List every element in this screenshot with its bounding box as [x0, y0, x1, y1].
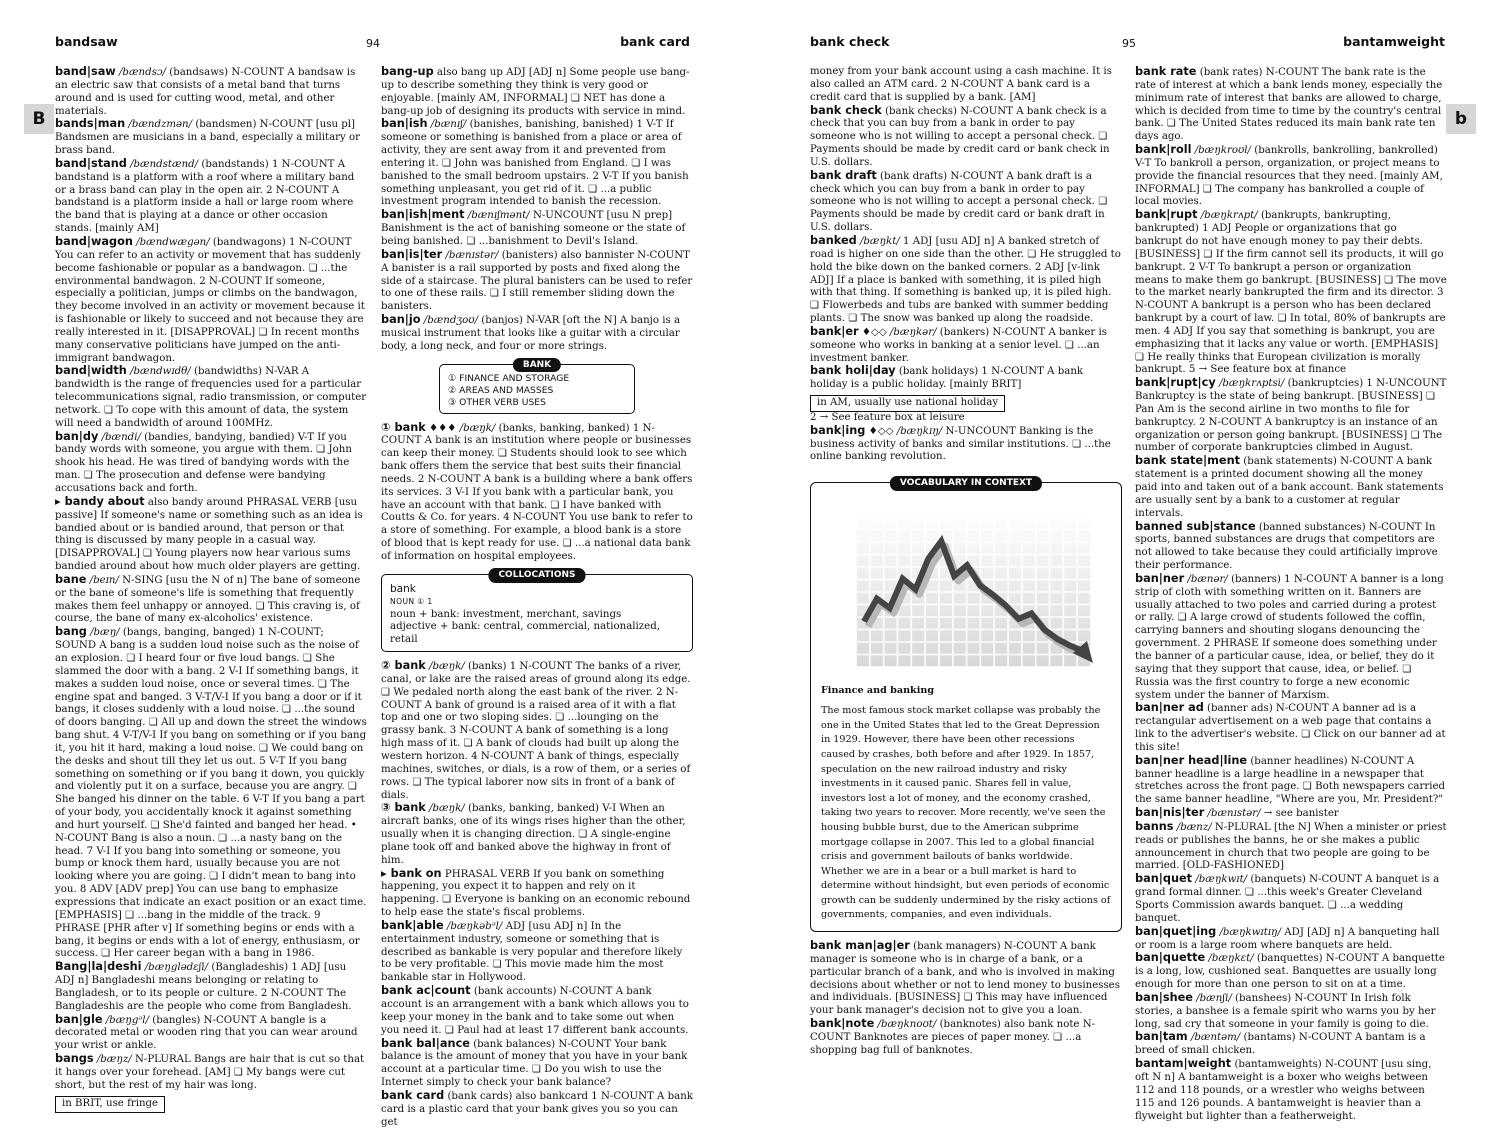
dictionary-entry [381, 868, 693, 920]
entry-definition: (banks) 1 N-COUNT The banks of a river, canal, or lake are the raised areas of ground along its edge. ❏ We pedaled north along the east bank of the river. 2 N-COUNT A bank of ground is a raised area of it with a flat top and one or two sloping sides. ❏ ...lounging on the grassy bank. 3 N-COUNT A bank of something is a long high mass of it. ❏ A bank of clouds had built up along the western horizon. 4 N-COUNT A bank of things, especially machines, switches, or dials, is a row of them, or a series of rows. ❏ The typical laborer now sits in front of a bank of dials. [381, 661, 691, 800]
entry-headword[interactable]: ban|jo [381, 313, 421, 326]
entry-headword[interactable]: bank|ing [810, 424, 865, 437]
dictionary-entry [55, 626, 367, 961]
entry-definition: (banknotes) also bank note N-COUNT Banknotes are pieces of paper money. ❏ ...a shopping bag full of banknotes. [810, 1019, 1095, 1056]
entry-definition: (bankers) N-COUNT A banker is someone who works in banking at a senior level. ❏ ...an investment banker. [810, 327, 1107, 364]
collocations-title: COLLOCATIONS [488, 568, 585, 583]
entry-headword[interactable]: ban|quet|ing [1135, 925, 1216, 938]
entry-definition: (bank balances) N-COUNT Your bank balance is the amount of money that you have in your bank account at a particular time. ❏ Do you wish to use the Internet simply to check your bank balance? [381, 1039, 687, 1089]
dictionary-entry [381, 985, 693, 1037]
entry-headword[interactable]: bantam|weight [1135, 1057, 1231, 1070]
dictionary-entry [1135, 209, 1447, 377]
entry-definition: (bank drafts) N-COUNT A bank draft is a check which you can buy from a bank in order to pay someone who is not willing to accept a personal check. ❏ Payments should be made by credit card or bank draft in U.S. dollars. [810, 171, 1107, 233]
entry-definition: (bank rates) N-COUNT The bank rate is the rate of interest at which a bank lends money, especially the minimum rate of interest that banks are allowed to charge, which is decided from time to time by the country's central bank. ❏ The United States reduced its main bank rate ten days ago. [1135, 67, 1442, 142]
entry-definition: (bank holidays) 1 N-COUNT A bank holiday is a public holiday. [mainly BRIT] [810, 366, 1083, 390]
dictionary-entry [381, 118, 693, 209]
entry-pronunciation: ♦◇◇ /bæŋkər/ [862, 327, 937, 338]
entry-pronunciation: /bæŋkrʌptsi/ [1219, 378, 1284, 389]
collocations-line: noun + bank: investment, merchant, savings [390, 609, 684, 622]
entry-definition: also bandy around PHRASAL VERB [usu passive] If someone's name or something such as an idea is bandied about or is bandied around, that person or that thing is discussed by many people in a casual way. [DISAPPROVAL] ❏ Young players now hear various sums bandied around about how much older players are getting. [55, 497, 363, 572]
dictionary-entry [1135, 702, 1447, 754]
dictionary-entry [1135, 455, 1447, 520]
entry-headword[interactable]: ban|ner ad [1135, 701, 1204, 714]
usage-note: in AM, usually use national holiday [810, 395, 1005, 412]
dictionary-entry [1135, 144, 1447, 209]
entry-headword[interactable]: band|wagon [55, 235, 133, 248]
entry-headword[interactable]: bank state|ment [1135, 454, 1240, 467]
entry-definition: (banner ads) N-COUNT A banner ad is a rectangular advertisement on a web page that contains a link to the advertiser's website. ❏ Click on our banner ad at this site! [1135, 703, 1446, 753]
dictionary-entry [381, 66, 693, 118]
vocabulary-title: VOCABULARY IN CONTEXT [890, 476, 1042, 491]
entry-headword[interactable]: band|width [55, 364, 127, 377]
entry-definition: (bantams) N-COUNT A bantam is a breed of small chicken. [1135, 1032, 1426, 1056]
entry-pronunciation: /bæŋkwɪt/ [1195, 874, 1247, 885]
dictionary-entry [1135, 821, 1447, 873]
entry-pronunciation: /bæŋk/ [429, 803, 465, 814]
dictionary-entry [1135, 992, 1447, 1032]
dictionary-entry [55, 365, 367, 430]
collocations-box [381, 574, 693, 652]
entry-pronunciation: /bændʒoʊ/ [424, 315, 478, 326]
entry-pronunciation: /bæŋ/ [90, 627, 120, 638]
dictionary-entry [1135, 1058, 1447, 1123]
entry-definition: also bang up ADJ [ADJ n] Some people use bang-up to describe something they think is very good or enjoyable. [mainly AM, INFORMAL] ❏ NET has done a bang-up job of designing its products with service in mind. [381, 67, 689, 117]
entry-definition: (bandies, bandying, bandied) V-T If you bandy words with someone, you argue with them. ❏ John shook his head. He was tired of bandying words with the man. ❏ The prosecution and defense were bandying accusations back and forth. [55, 432, 352, 494]
entry-headword[interactable]: banns [1135, 820, 1174, 833]
entry-headword[interactable]: ban|gle [55, 1013, 103, 1026]
dictionary-entry [55, 496, 367, 574]
column-1 [55, 66, 367, 1113]
entry-headword[interactable]: ban|tam [1135, 1030, 1188, 1043]
dictionary-entry [381, 1038, 693, 1090]
entry-definition: (bankrupts, bankrupting, bankrupted) 1 ADJ People or organizations that go bankrupt do not have enough money to pay their debts. [BUSINESS] ❏ If the firm cannot sell its products, it will go bankrupt. 2 V-T To bankrupt a person or organization means to make them go bankrupt. [BUSINESS] ❏ The move to the market nearly bankrupted the firm and its director. 3 N-COUNT A bankrupt is a person who has been declared bankrupt by a court of law. ❏ In total, 80% of bankrupts are men. 4 ADJ If you say that something is bankrupt, you are emphasizing that it lacks any value or worth. [EMPHASIS] ❏ He really thinks that European civilization is morally bankrupt. 5 → See feature box at finance [1135, 210, 1447, 375]
dictionary-entry [55, 1014, 367, 1054]
column-2 [381, 66, 693, 1129]
entry-pronunciation: /bæŋk/ [429, 661, 465, 672]
entry-definition: N-PLURAL Bangs are hair that is cut so that it hangs over your forehead. [AM] ❏ My bangs were cut short, but the rest of my hair was long. [55, 1054, 364, 1091]
usage-note: in BRIT, use fringe [55, 1096, 165, 1113]
entry-headword[interactable]: bang-up [381, 65, 434, 78]
entry-definition: (banjos) N-VAR [oft the N] A banjo is a musical instrument that looks like a guitar with a circular body, a long neck, and four or more strings. [381, 315, 680, 352]
entry-headword[interactable]: ② bank [381, 659, 426, 672]
entry-pronunciation: /bæŋkrʌpt/ [1201, 210, 1258, 221]
dictionary-entry [55, 431, 367, 496]
bank-sense-item[interactable]: ② AREAS AND MASSES [448, 385, 626, 397]
entry-definition: (Bangladeshis) 1 ADJ [usu ADJ n] Bangladeshi means belonging or relating to Bangladesh, or to its people or culture. 2 N-COUNT The Bangladeshis are the people who come from Bangladesh. [55, 962, 352, 1012]
dictionary-entry [55, 961, 367, 1013]
entry-headword[interactable]: ▸ bandy about [55, 495, 145, 508]
entry-pronunciation: /bænɪstər/ [1208, 808, 1261, 819]
entry-headword[interactable]: ban|ish|ment [381, 208, 465, 221]
entry-definition: (bantamweights) N-COUNT [usu sing, oft N n] A bantamweight is a boxer who weighs between 112 and 118 pounds, or a wrestler who weighs between 115 and 126 pounds. A bantamweight is heavier than a flyweight but lighter than a featherweight. [1135, 1059, 1431, 1121]
dictionary-entry [55, 118, 367, 158]
entry-headword[interactable]: bands|man [55, 117, 125, 130]
bank-sense-item[interactable]: ① FINANCE AND STORAGE [448, 373, 626, 385]
vocabulary-in-context-box [810, 482, 1122, 932]
entry-definition: (bank accounts) N-COUNT A bank account is an arrangement with a bank which allows you to keep your money in the bank and to take some out when you need it. ❏ Paul had at least 17 different bank accounts. [381, 986, 689, 1036]
entry-pronunciation: /bæŋglədɛʃi/ [145, 962, 208, 973]
entry-pronunciation: /bændzmən/ [128, 119, 192, 130]
dictionary-entry [381, 422, 693, 564]
entry-pronunciation: /bæŋkəbᵊl/ [447, 921, 502, 932]
dictionary-entry [381, 249, 693, 314]
dictionary-entry [810, 1018, 1122, 1058]
entry-definition: PHRASAL VERB If you bank on something happening, you expect it to happen and rely on it happening. ❏ Everyone is banking on an economic rebound to help ease the state's fiscal problems. [381, 869, 690, 919]
dictionary-entry [1135, 926, 1447, 953]
left-guide-word-start: bandsaw [55, 34, 118, 49]
dictionary-entry [1135, 873, 1447, 925]
entry-definition: money from your bank account using a cash machine. It is also called an ATM card. 2 N-COUNT A bank card is a credit card that is supplied by a bank. [AM] [810, 66, 1112, 103]
entry-headword[interactable]: bank card [381, 1089, 444, 1102]
entry-definition: (banks, banking, banked) V-I When an aircraft banks, one of its wings rises higher than the other, usually when it is changing direction. ❏ A single-engine plane took off and banked above the highway in front of him. [381, 803, 686, 865]
dictionary-entry [810, 66, 1122, 105]
left-page-number: 94 [366, 37, 380, 50]
entry-definition: (bank checks) N-COUNT A bank check is a check that you can buy from a bank in order to pay someone who is not willing to accept a personal check. ❏ Payments should be made by credit card or bank check in U.S. dollars. [810, 106, 1110, 168]
entry-definition: (bank managers) N-COUNT A bank manager is someone who is in charge of a bank, or a particular branch of a bank, and who is involved in making decisions about whether or not to lend money to businesses and individuals. [BUSINESS] ❏ This may have influenced your bank manager's decision not to give you a loan. [810, 941, 1120, 1016]
dictionary-entry [810, 940, 1122, 1018]
dictionary-entry [1135, 521, 1447, 573]
entry-headword[interactable]: ban|shee [1135, 991, 1193, 1004]
collocations-word: bank [390, 583, 684, 596]
vocabulary-text: The most famous stock market collapse was probably the one in the United States that led to the Great Depression in 1929. However, there have been other recessions caused by crashes, both before and after 1929. In 1857, speculation on the new railroad industry and risky investments in it caused panic. Shares fell in value, investors lost a lot of money, and the economy crashed, taking two years to recover. More recently, we've seen the housing bubble burst, due to the American subprime mortgage collapse in 2007. This led to a global financial crisis and government bailouts of banks worldwide. Whether we are in a bear or a bull market is hard to determine without hindsight, but even periods of economic growth can be suddenly undermined by the risky actions of governments, companies, and even individuals. [821, 704, 1111, 923]
entry-definition: (bankrolls, bankrolling, bankrolled) V-T To bankroll a person, organization, or project means to provide the financial resources that they need. [mainly AM, INFORMAL] ❏ The company has bankrolled a couple of local movies. [1135, 145, 1443, 207]
entry-pronunciation: /bænɪʃ/ [431, 119, 467, 130]
right-guide-word-end: bantamweight [1343, 34, 1445, 49]
entry-definition: (banners) 1 N-COUNT A banner is a long strip of cloth with something written on it. Banners are usually attached to two poles and carried during a protest or rally. ❏ A large crowd of students followed the coffin, carrying banners and shouting slogans denouncing the government. 2 PHRASE If someone does something under the banner of a particular cause, idea, or belief, they do it saying that they support that cause, idea, or belief. ❏ Russia was the first country to forge a new economic system under the banner of Marxism. [1135, 574, 1444, 701]
entry-definition: (bandsaws) N-COUNT A bandsaw is an electric saw that consists of a metal band that turns around and is used for cutting wood, metal, and other materials. [55, 67, 355, 117]
entry-pronunciation: /bændi/ [102, 432, 141, 443]
entry-pronunciation: /bænɪʃmənt/ [468, 210, 530, 221]
dictionary-entry [1135, 807, 1447, 821]
left-guide-word-end: bank card [620, 34, 690, 49]
entry-pronunciation: /bæŋkɛt/ [1208, 953, 1253, 964]
entry-headword[interactable]: bang [55, 625, 87, 638]
dictionary-entry [810, 170, 1122, 235]
bank-senses-title: BANK [513, 358, 561, 373]
dictionary-entry [55, 236, 367, 365]
entry-headword[interactable]: ban|nis|ter [1135, 806, 1204, 819]
entry-pronunciation: ♦♦♦ /bæŋk/ [429, 423, 495, 434]
dictionary-entry [810, 326, 1122, 366]
entry-headword[interactable]: ▸ bank on [381, 867, 442, 880]
entry-headword[interactable]: ban|ner head|line [1135, 754, 1247, 767]
entry-headword[interactable]: band|saw [55, 65, 116, 78]
entry-headword[interactable]: bank|er [810, 325, 859, 338]
entry-definition: (banishes, banishing, banished) 1 V-T If someone or something is banished from a place or area of activity, they are sent away from it and prevented from entering it. ❏ John was banished from England. ❏ I was banished to the small bedroom upstairs. 2 V-T If you banish something unpleasant, you get rid of it. ❏ ...a public investment program intended to banish the recession. [381, 119, 689, 207]
entry-headword[interactable]: bank ac|count [381, 984, 471, 997]
entry-definition: (bankruptcies) 1 N-UNCOUNT Bankruptcy is the state of being bankrupt. [BUSINESS] ❏ Pan Am is the second airline in two months to file for bankruptcy. 2 N-COUNT A bankruptcy is an instance of an organization or person going bankrupt. [BUSINESS] ❏ The number of corporate bankruptcies climbed in August. [1135, 378, 1446, 453]
entry-headword[interactable]: ban|is|ter [381, 248, 442, 261]
entry-definition: N-UNCOUNT Banking is the business activity of banks and similar institutions. ❏ ...the online banking revolution. [810, 426, 1111, 463]
entry-definition: (banks, banking, banked) 1 N-COUNT A bank is an institution where people or businesses can keep their money. ❏ Students should look to see which bank offers them the service that best suits their financial needs. 2 N-COUNT A bank is a building where a bank offers its services. 3 V-I If you bank with a particular bank, you have an account with that bank. ❏ I have banked with Coutts & Co. for years. 4 N-COUNT You use bank to refer to a store of something. For example, a blood bank is a store of blood that is kept ready for use. ❏ ...a national data bank of information on hospital employees. [381, 423, 693, 562]
entry-headword[interactable]: bangs [55, 1052, 94, 1065]
dictionary-entry [1135, 573, 1447, 702]
dictionary-entry [55, 66, 367, 118]
dictionary-entry [381, 209, 693, 249]
entry-pronunciation: /bæŋkroʊl/ [1195, 145, 1251, 156]
stock-chart-svg [831, 507, 1101, 677]
entry-headword[interactable]: ban|ish [381, 117, 428, 130]
entry-definition: (banner headlines) N-COUNT A banner headline is a large headline in a newspaper that stretches across the front page. ❏ Both newspapers carried the same banner headline, "Where are you, Mr. President?" [1135, 756, 1445, 806]
entry-headword[interactable]: bank holi|day [810, 364, 896, 377]
entry-definition: (bandwagons) 1 N-COUNT You can refer to an activity or movement that has suddenly become fashionable or popular as a bandwagon. ❏ ...the environmental bandwagon. 2 N-COUNT If someone, especially a politician, jumps or climbs on the bandwagon, they become involved in an activity or movement because it is fashionable or likely to succeed and not because they are really interested in it. [DISAPPROVAL] ❏ In recent months many conservative politicians have jumped on the anti-immigrant bandwagon. [55, 237, 365, 364]
entry-headword[interactable]: ban|quet [1135, 872, 1192, 885]
dictionary-entry [55, 158, 367, 236]
entry-pronunciation: ♦◇◇ /bæŋkɪŋ/ [869, 426, 943, 437]
entry-definition: 2 → See feature box at leisure [810, 412, 965, 423]
entry-pronunciation: /bændstænd/ [130, 159, 198, 170]
collocations-sense: NOUN ① 1 [390, 596, 684, 609]
left-page [0, 0, 750, 1088]
entry-headword[interactable]: ban|ner [1135, 572, 1184, 585]
entry-headword[interactable]: bank rate [1135, 65, 1196, 78]
entry-headword[interactable]: bank bal|ance [381, 1037, 470, 1050]
right-page-number: 95 [1122, 37, 1136, 50]
entry-pronunciation: /beɪn/ [90, 575, 119, 586]
entry-headword[interactable]: bank|rupt [1135, 208, 1198, 221]
entry-headword[interactable]: Bang|la|deshi [55, 960, 142, 973]
dictionary-entry [810, 235, 1122, 326]
entry-headword[interactable]: bank|able [381, 919, 444, 932]
entry-pronunciation: /bæŋz/ [97, 1054, 132, 1065]
entry-definition: (bandwidths) N-VAR A bandwidth is the range of frequencies used for a particular telecommunications signal, radio transmission, or computer network. ❏ To cope with this amount of data, the system will need a bandwidth of around 100MHz. [55, 366, 366, 428]
entry-definition: N-PLURAL [the N] When a minister or priest reads or publishes the banns, he or she makes a public announcement in church that two people are going to be married. [OLD-FASHIONED] [1135, 822, 1447, 872]
entry-definition: N-UNCOUNT [usu N prep] Banishment is the act of banishing someone or the state of being banished. ❏ ...banishment to Devil's Island. [381, 210, 685, 247]
entry-headword[interactable]: bank man|ag|er [810, 939, 910, 952]
dictionary-entry [1135, 66, 1447, 144]
entry-pronunciation: /bænər/ [1187, 574, 1227, 585]
dictionary-entry [381, 1090, 693, 1129]
entry-definition: (bandsmen) N-COUNT [usu pl] Bandsmen are musicians in a band, especially a military or brass band. [55, 119, 360, 156]
entry-headword[interactable]: bank draft [810, 169, 877, 182]
column-3 [810, 66, 1122, 1058]
thumb-tab-left[interactable]: B [24, 104, 54, 134]
entry-headword[interactable]: ban|dy [55, 430, 98, 443]
dictionary-entry [1135, 755, 1447, 807]
entry-headword[interactable]: band|stand [55, 157, 127, 170]
entry-definition: N-SING [usu the N of n] The bane of someone or the bane of someone's life is something that frequently makes them feel unhappy or annoyed. ❏ This craving is, of course, the bane of many ex-alcoholics' existence. [55, 575, 360, 625]
entry-headword[interactable]: bank|roll [1135, 143, 1191, 156]
entry-pronunciation: /bændwɪdθ/ [130, 366, 191, 377]
entry-definition: (banquettes) N-COUNT A banquette is a long, low, cushioned seat. Banquettes are usually long enough for more than one person to sit on at a time. [1135, 953, 1445, 990]
entry-pronunciation: /bæŋkt/ [860, 236, 900, 247]
entry-pronunciation: /bænɪstər/ [445, 250, 498, 261]
dictionary-entry [810, 425, 1122, 465]
entry-definition: (bangles) N-COUNT A bangle is a decorated metal or wooden ring that you can wear around your wrist or ankle. [55, 1015, 358, 1052]
entry-headword[interactable]: bank|note [810, 1017, 874, 1030]
entry-headword[interactable]: ban|quette [1135, 951, 1205, 964]
entry-definition: (bandstands) 1 N-COUNT A bandstand is a platform with a roof where a military band or a brass band can play in the open air. 2 N-COUNT A bandstand is a platform inside a hall or large room where the band that is playing at a dance or other occasion stands. [mainly AM] [55, 159, 354, 234]
entry-pronunciation: /bæŋkwɪtɪŋ/ [1219, 927, 1281, 938]
collocations-line: adjective + bank: central, commercial, nationalized, retail [390, 621, 684, 647]
dictionary-entry [381, 802, 693, 867]
dictionary-entry [381, 920, 693, 985]
entry-definition: (bank statements) N-COUNT A bank statement is a printed document showing all the money paid into and taken out of a bank account. Bank statements are usually sent by a bank to a customer at regular intervals. [1135, 456, 1443, 518]
dictionary-entry [1135, 377, 1447, 455]
entry-definition: 1 ADJ [usu ADJ n] A banked stretch of road is higher on one side than the other. ❏ He struggled to hold the bike down on the banked corners. 2 ADJ [v-link ADJ] If a place is banked with something, it is piled high with that thing. If something is banked up, it is piled high. ❏ Flowerbeds and tubs are banked with summer bedding plants. ❏ The snow was banked up along the roadside. [810, 236, 1121, 324]
bank-sense-item[interactable]: ③ OTHER VERB USES [448, 397, 626, 409]
dictionary-entry [381, 314, 693, 354]
vocabulary-heading: Finance and banking [821, 685, 1111, 698]
entry-headword[interactable]: banked [810, 234, 857, 247]
entry-definition: (banquets) N-COUNT A banquet is a grand formal dinner. ❏ ...this week's Greater Cleveland Sports Commission awards banquet. ❏ ...a wedding banquet. [1135, 874, 1439, 924]
entry-definition: ADJ [ADJ n] A banqueting hall or room is a large room where banquets are held. [1135, 927, 1439, 951]
right-page [750, 0, 1500, 1088]
bank-senses-box [439, 364, 635, 414]
entry-definition: (banisters) also bannister N-COUNT A banister is a rail supported by posts and fixed along the side of a staircase. The plural banisters can be used to refer to one of these rails. ❏ I still remember sliding down the banisters. [381, 250, 692, 312]
dictionary-entry [1135, 1031, 1447, 1058]
entry-pronunciation: /bænʃi/ [1196, 993, 1232, 1004]
entry-definition: (bangs, banging, banged) 1 N-COUNT; SOUND A bang is a sudden loud noise such as the noise of an explosion. ❏ I heard four or five loud bangs. ❏ She slammed the door with a bang. 2 V-I If something bangs, it makes a sudden loud noise, once or several times. ❏ The engine spat and banged. 3 V-T/V-I If you bang a door or if it bangs, it closes suddenly with a loud noise. ❏ ...the sound of doors banging. ❏ All up and down the street the windows bang shut. 4 V-T/V-I If you bang on something or if you bang it, you hit it hard, making a loud noise. ❏ We could bang on the desks and shout till they let us out. 5 V-T If you bang something on something or if you bang it down, you quickly and violently put it on a surface, because you are angry. ❏ She banged his dinner on the table. 6 V-T If you bang a part of your body, you accidentally knock it against something and hurt yourself. ❏ She'd fainted and banged her head. • N-COUNT Bang is also a noun. ❏ ...a nasty bang on the head. 7 V-I If you bang into something or someone, you bump or knock them hard, usually because you are not looking where you are going. ❏ I didn't mean to bang into you. 8 ADV [ADV prep] You can use bang to emphasize expressions that indicate an exact position or an exact time. [EMPHASIS] ❏ ...bang in the middle of the track. 9 PHRASE [PHR after v] If something begins or ends with a bang, it begins or ends with a lot of energy, enthusiasm, or success. ❏ Her career began with a bang in 1986. [55, 627, 367, 959]
dictionary-entry [1135, 952, 1447, 992]
entry-definition: ADJ [usu ADJ n] In the entertainment industry, someone or something that is described as bankable is very popular and therefore likely to be very profitable. ❏ This movie made him the most bankable star in Hollywood. [381, 921, 682, 983]
entry-headword[interactable]: bank check [810, 104, 882, 117]
entry-headword[interactable]: banned sub|stance [1135, 520, 1256, 533]
entry-definition: (banned substances) N-COUNT In sports, banned substances are drugs that competitors are not allowed to take because they could artificially improve their performance. [1135, 522, 1438, 572]
entry-pronunciation: /bændwægən/ [136, 237, 209, 248]
dictionary-entry [381, 660, 693, 802]
dictionary-entry [810, 105, 1122, 170]
entry-headword[interactable]: ③ bank [381, 801, 426, 814]
right-guide-word-start: bank check [810, 34, 889, 49]
entry-definition: (banshees) N-COUNT In Irish folk stories, a banshee is a female spirit who warns you by her long, sad cry that someone in your family is going to die. [1135, 993, 1435, 1030]
entry-headword[interactable]: bane [55, 573, 86, 586]
dictionary-entry [55, 574, 367, 626]
dictionary-entry [810, 365, 1122, 392]
entry-pronunciation: /bændsɔ/ [119, 67, 166, 78]
column-4 [1135, 66, 1447, 1123]
thumb-tab-right[interactable]: b [1446, 104, 1476, 134]
stock-chart [831, 507, 1101, 677]
entry-pronunciation: /bæŋknoʊt/ [878, 1019, 937, 1030]
dictionary-entry [55, 1053, 367, 1093]
entry-definition: (bank cards) also bankcard 1 N-COUNT A bank card is a plastic card that your bank gives you so you can get [381, 1091, 693, 1128]
entry-definition: → see banister [1264, 808, 1339, 819]
entry-pronunciation: /bæntəm/ [1191, 1032, 1240, 1043]
entry-pronunciation: /bæŋgᵊl/ [106, 1015, 149, 1026]
entry-headword[interactable]: ① bank [381, 421, 426, 434]
entry-pronunciation: /bænz/ [1177, 822, 1212, 833]
entry-headword[interactable]: bank|rupt|cy [1135, 376, 1216, 389]
